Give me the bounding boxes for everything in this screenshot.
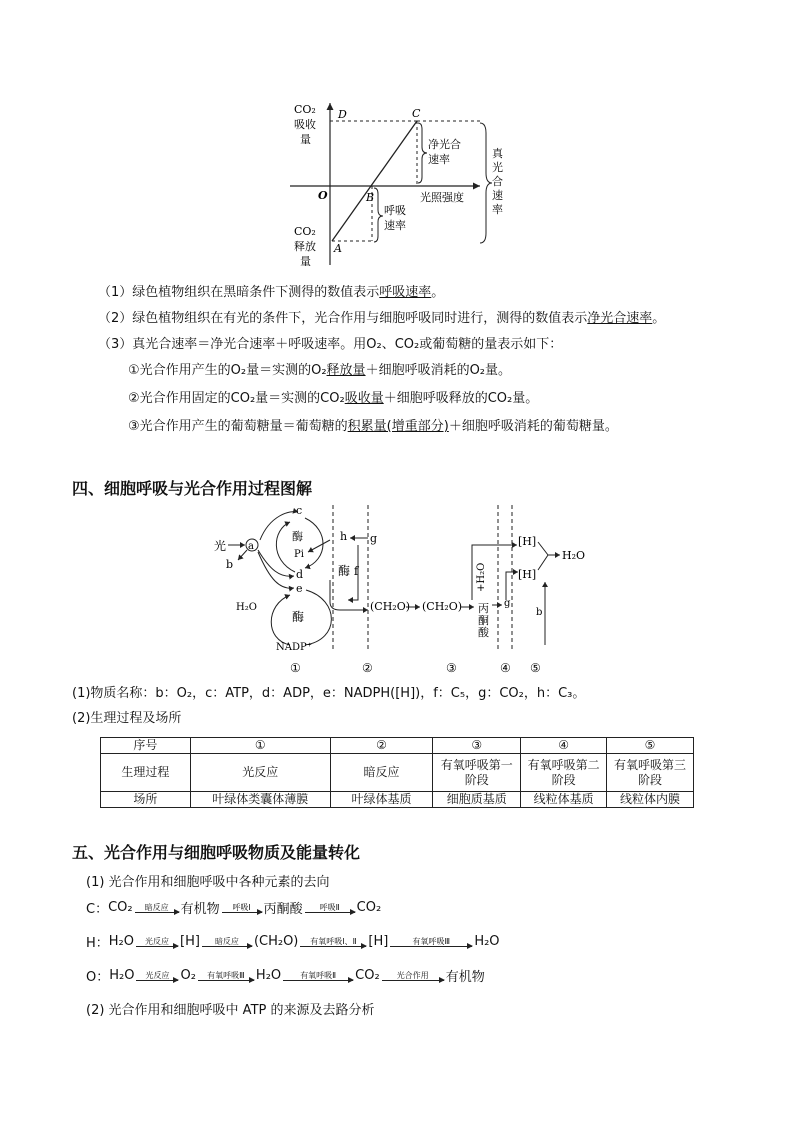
resp-rate-label-1: 呼吸 bbox=[384, 204, 406, 217]
pi-label: Pi bbox=[294, 549, 304, 560]
num-3: ③ bbox=[446, 661, 457, 675]
release-label-2: 量 bbox=[300, 255, 311, 268]
node-c: c bbox=[296, 504, 303, 517]
node-a: a bbox=[248, 541, 254, 552]
num-1: ① bbox=[290, 661, 301, 675]
true-rate-4: 速 bbox=[492, 189, 503, 202]
water-vertical: +H₂O bbox=[476, 562, 487, 592]
ch2o-2: (CH₂O) bbox=[422, 600, 463, 613]
enzyme-1: 酶 bbox=[292, 530, 303, 543]
table-row: 生理过程 光反应 暗反应 有氧呼吸第一阶段 有氧呼吸第二阶段 有氧呼吸第三阶段 bbox=[101, 754, 694, 792]
num-4: ④ bbox=[500, 661, 511, 675]
hbr-1: [H] bbox=[518, 535, 537, 548]
table-row: 场所 叶绿体类囊体薄膜 叶绿体基质 细胞质基质 线粒体基质 线粒体内膜 bbox=[101, 792, 694, 808]
light-label: 光 bbox=[214, 539, 227, 553]
node-e: e bbox=[296, 582, 303, 595]
point-d: D bbox=[338, 108, 347, 121]
enzyme-f: 酶 f bbox=[338, 564, 359, 578]
substance-names: (1)物质名称：b：O₂，c：ATP，d：ADP，e：NADPH([H])，f：C₅，g：CO₂，h：C₃。 bbox=[72, 686, 586, 701]
absorb-label-1: 吸收 bbox=[294, 118, 316, 131]
sub-note-1: ①光合作用产生的O₂量＝实测的O₂释放量＋细胞呼吸消耗的O₂量。 bbox=[128, 363, 512, 378]
net-rate-label-2: 速率 bbox=[428, 153, 450, 166]
true-rate-5: 率 bbox=[492, 203, 503, 216]
node-b: b bbox=[226, 558, 234, 571]
sub-note-3: ③光合作用产生的葡萄糖量＝葡萄糖的积累量(增重部分)＋细胞呼吸消耗的葡萄糖量。 bbox=[128, 419, 618, 434]
point-b: B bbox=[366, 191, 375, 204]
node-b2: b bbox=[536, 607, 543, 618]
pyruvate-3: 酸 bbox=[478, 626, 489, 639]
point-o: O bbox=[318, 189, 328, 202]
x-axis-label: 光照强度 bbox=[420, 191, 464, 204]
co2-release-label: CO₂ bbox=[294, 225, 316, 238]
oxygen-flow: O： H₂O 光反应 O₂ 有氧呼吸Ⅲ H₂O 有氧呼吸Ⅱ CO₂ 光合作用 有机物 bbox=[86, 968, 485, 985]
true-rate-1: 真 bbox=[492, 147, 503, 160]
section-4-heading: 四、细胞呼吸与光合作用过程图解 bbox=[72, 479, 313, 498]
rate-graph bbox=[280, 95, 510, 275]
process-heading: (2)生理过程及场所 bbox=[72, 711, 182, 726]
note-2: （2）绿色植物组织在有光的条件下，光合作用与细胞呼吸同时进行，测得的数值表示净光合速率。 bbox=[98, 311, 666, 326]
carbon-flow: C： CO₂ 暗反应 有机物 呼吸Ⅰ 丙酮酸 呼吸Ⅱ CO₂ bbox=[86, 900, 382, 917]
num-5: ⑤ bbox=[530, 661, 541, 675]
water-out: H₂O bbox=[562, 549, 586, 562]
point-a: A bbox=[334, 242, 342, 255]
resp-rate-label-2: 速率 bbox=[384, 219, 406, 232]
node-g2: g bbox=[504, 598, 511, 609]
ch2o-1: (CH₂O) bbox=[370, 600, 411, 613]
true-rate-3: 合 bbox=[492, 175, 503, 188]
note-1: （1）绿色植物组织在黑暗条件下测得的数值表示呼吸速率。 bbox=[98, 285, 445, 300]
absorb-label-2: 量 bbox=[300, 133, 311, 146]
note-3: （3）真光合速率＝净光合速率＋呼吸速率。用O₂、CO₂或葡萄糖的量表示如下： bbox=[98, 337, 563, 352]
process-diagram bbox=[210, 500, 590, 680]
section-5-heading: 五、光合作用与细胞呼吸物质及能量转化 bbox=[72, 843, 361, 862]
nadp-label: NADP⁺ bbox=[276, 642, 312, 653]
pyruvate-2: 酮 bbox=[478, 614, 489, 627]
table-row: 序号 ① ② ③ ④ ⑤ bbox=[101, 738, 694, 754]
hbr-2: [H] bbox=[518, 568, 537, 581]
water-label: H₂O bbox=[236, 602, 257, 613]
pyruvate-1: 丙 bbox=[478, 602, 489, 615]
node-h: h bbox=[340, 530, 348, 543]
node-g: g bbox=[370, 532, 378, 545]
num-2: ② bbox=[362, 661, 373, 675]
true-rate-2: 光 bbox=[492, 161, 503, 174]
net-rate-label-1: 净光合 bbox=[428, 138, 461, 151]
point-c: C bbox=[412, 107, 421, 120]
sub-note-2: ②光合作用固定的CO₂量＝实测的CO₂吸收量＋细胞呼吸释放的CO₂量。 bbox=[128, 391, 539, 406]
co2-absorb-label: CO₂ bbox=[294, 103, 316, 116]
element-flow-heading: (1) 光合作用和细胞呼吸中各种元素的去向 bbox=[86, 875, 330, 890]
hydrogen-flow: H： H₂O 光反应 [H] 暗反应 (CH₂O) 有氧呼吸Ⅰ、Ⅱ [H] 有氧呼吸Ⅲ H₂O bbox=[86, 934, 500, 951]
process-table bbox=[100, 737, 694, 808]
enzyme-2: 酶 bbox=[292, 610, 305, 624]
release-label-1: 释放 bbox=[294, 240, 316, 253]
atp-analysis-heading: (2) 光合作用和细胞呼吸中 ATP 的来源及去路分析 bbox=[86, 1003, 375, 1018]
node-d: d bbox=[296, 568, 304, 581]
